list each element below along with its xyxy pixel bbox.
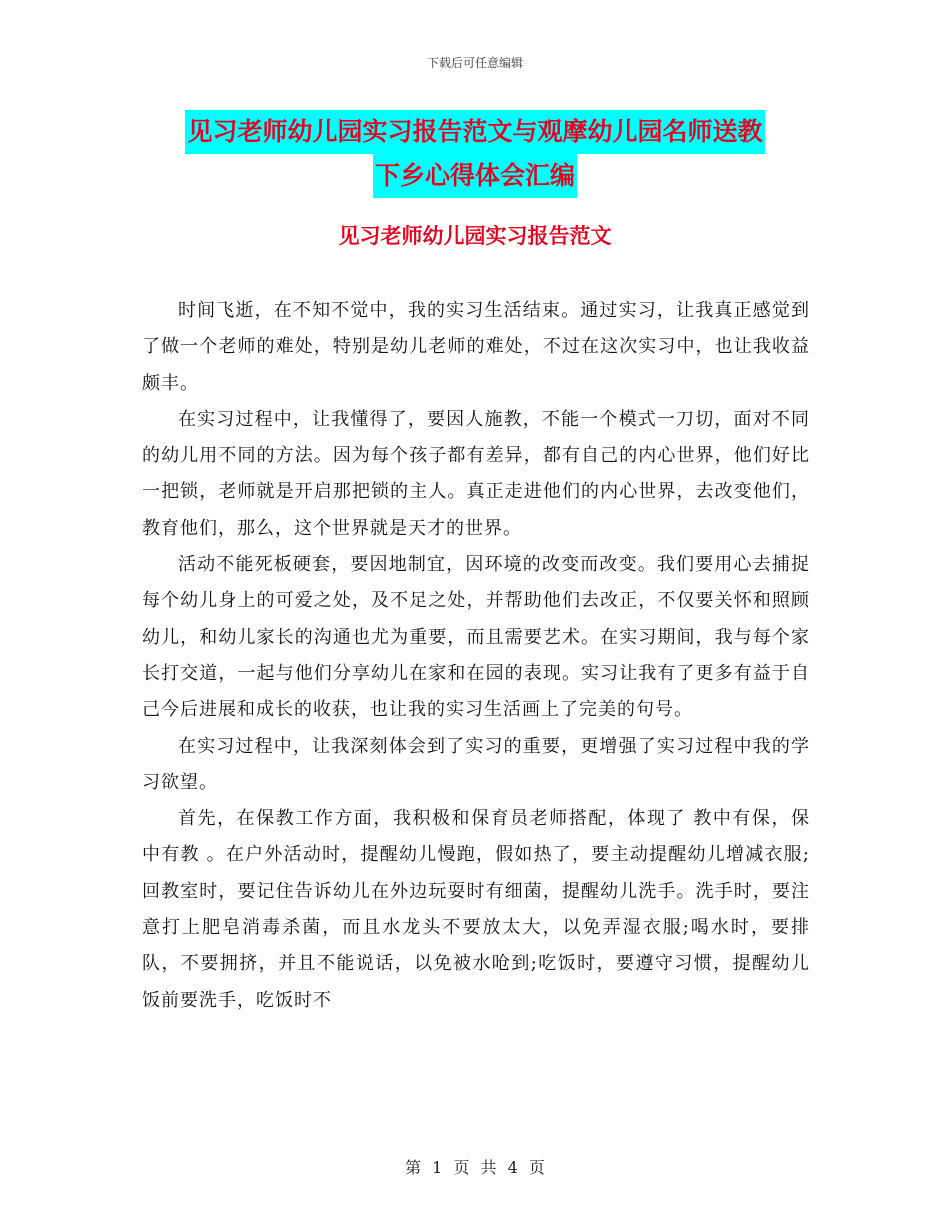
title-line-1: 见习老师幼儿园实习报告范文与观摩幼儿园名师送教	[185, 110, 764, 154]
paragraph: 活动不能死板硬套，要因地制宜，因环境的改变而改变。我们要用心去捕捉每个幼儿身上的可爱之处，及不足之处，并帮助他们去改正，不仅要关怀和照顾幼儿，和幼儿家长的沟通也尤为重要，而且需要艺术。在实习期间，我与每个家长打交道，一起与他们分享幼儿在家和在园的表现。实习让我有了更多有益于自己今后进展和成长的收获，也让我的实习生活画上了完美的句号。	[142, 554, 810, 721]
section-heading: 见习老师幼儿园实习报告范文	[338, 224, 612, 248]
header-note: 下载后可任意编辑	[426, 56, 523, 70]
paragraph: 首先，在保教工作方面，我积极和保育员老师搭配，体现了 教中有保，保中有教 。在户外活动时，提醒幼儿慢跑，假如热了，要主动提醒幼儿增减衣服;回教室时，要记住告诉幼儿在外边玩耍时有细菌，提醒幼儿洗手。洗手时，要注意打上肥皂消毒杀菌，而且水龙头不要放太大，以免弄湿衣服;喝水时，要排队，不要拥挤，并且不能说话，以免被水呛到;吃饭时，要遵守习惯，提醒幼儿饭前要洗手，吃饭时不	[142, 808, 810, 1011]
paragraph: 时间飞逝，在不知不觉中，我的实习生活结束。通过实习，让我真正感觉到了做一个老师的难处，特别是幼儿老师的难处，不过在这次实习中，也让我收益颇丰。	[142, 300, 810, 394]
title-line-2: 下乡心得体会汇编	[373, 154, 577, 198]
document-title	[140, 110, 810, 198]
page-number-footer: 第 1 页 共 4 页	[405, 1158, 545, 1177]
paragraph: 在实习过程中，让我懂得了，要因人施教，不能一个模式一刀切，面对不同的幼儿用不同的方法。因为每个孩子都有差异，都有自己的内心世界，他们好比一把锁，老师就是开启那把锁的主人。真正走进他们的内心世界，去改变他们，教育他们，那么，这个世界就是天才的世界。	[142, 408, 810, 539]
body-text	[142, 293, 810, 1019]
paragraph: 在实习过程中，让我深刻体会到了实习的重要，更增强了实习过程中我的学习欲望。	[142, 735, 810, 793]
